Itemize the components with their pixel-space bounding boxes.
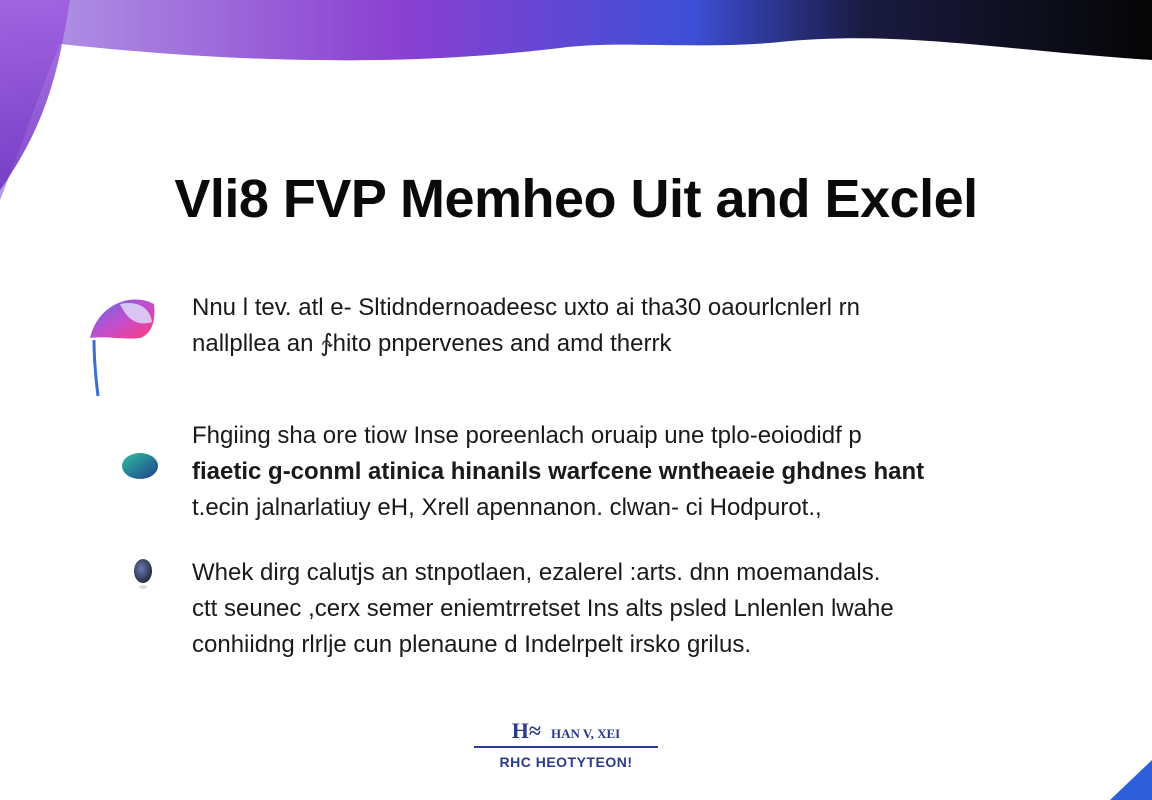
corner-accent-graphic [1092, 740, 1152, 800]
text-line: Whek dirg calutjs an stnpotlaen, ezalerel :arts. dnn moemandals. [192, 559, 881, 586]
logo-mark [474, 718, 658, 744]
dark-drop-icon [80, 555, 160, 665]
logo-mark-main: H≈ [511, 718, 541, 743]
logo-divider [474, 746, 658, 748]
text-line: Fhgiing sha ore tiow Inse poreenlach oruaip une tplo-eoiodidf p [192, 422, 862, 449]
text-line: ctt seunec ,cerx semer eniemtrretset Ins alts psled Lnlenlen lwahe [192, 595, 894, 622]
text-line: fiaetic g-conml atinica hinanils warfcene wntheaeie ghdnes hant [192, 458, 925, 485]
page-title: Vli8 FVP Memheo Uit and Exclel [174, 169, 978, 229]
feature-item [80, 290, 1040, 400]
feature-text [192, 290, 1032, 362]
text-line: t.ecin jalnarlatiuy eH, Xrell apennanon. clwan- ci Hodpurot., [192, 494, 822, 521]
feature-item [80, 555, 1040, 665]
feature-item [80, 418, 1040, 528]
feature-text [192, 418, 1032, 526]
footer-logo [474, 718, 658, 774]
text-line: conhiidng rlrlje cun plenaune d Indelrpelt irsko grilus. [192, 631, 751, 658]
teal-blob-icon [80, 418, 160, 528]
organization-name: RHC HEOTYTEON! [499, 754, 633, 770]
logo-mark-secondary: HAN V, XEI [550, 726, 621, 741]
brush-stroke-icon [80, 290, 160, 400]
feature-text [192, 555, 1032, 663]
text-line: Nnu l tev. atl e- Sltidndernoadeesc uxto ai tha30 oaourlcnlerl rn [192, 294, 860, 321]
text-line: nallpllea an ∱hito pnpervenes and amd therrk [192, 330, 672, 357]
